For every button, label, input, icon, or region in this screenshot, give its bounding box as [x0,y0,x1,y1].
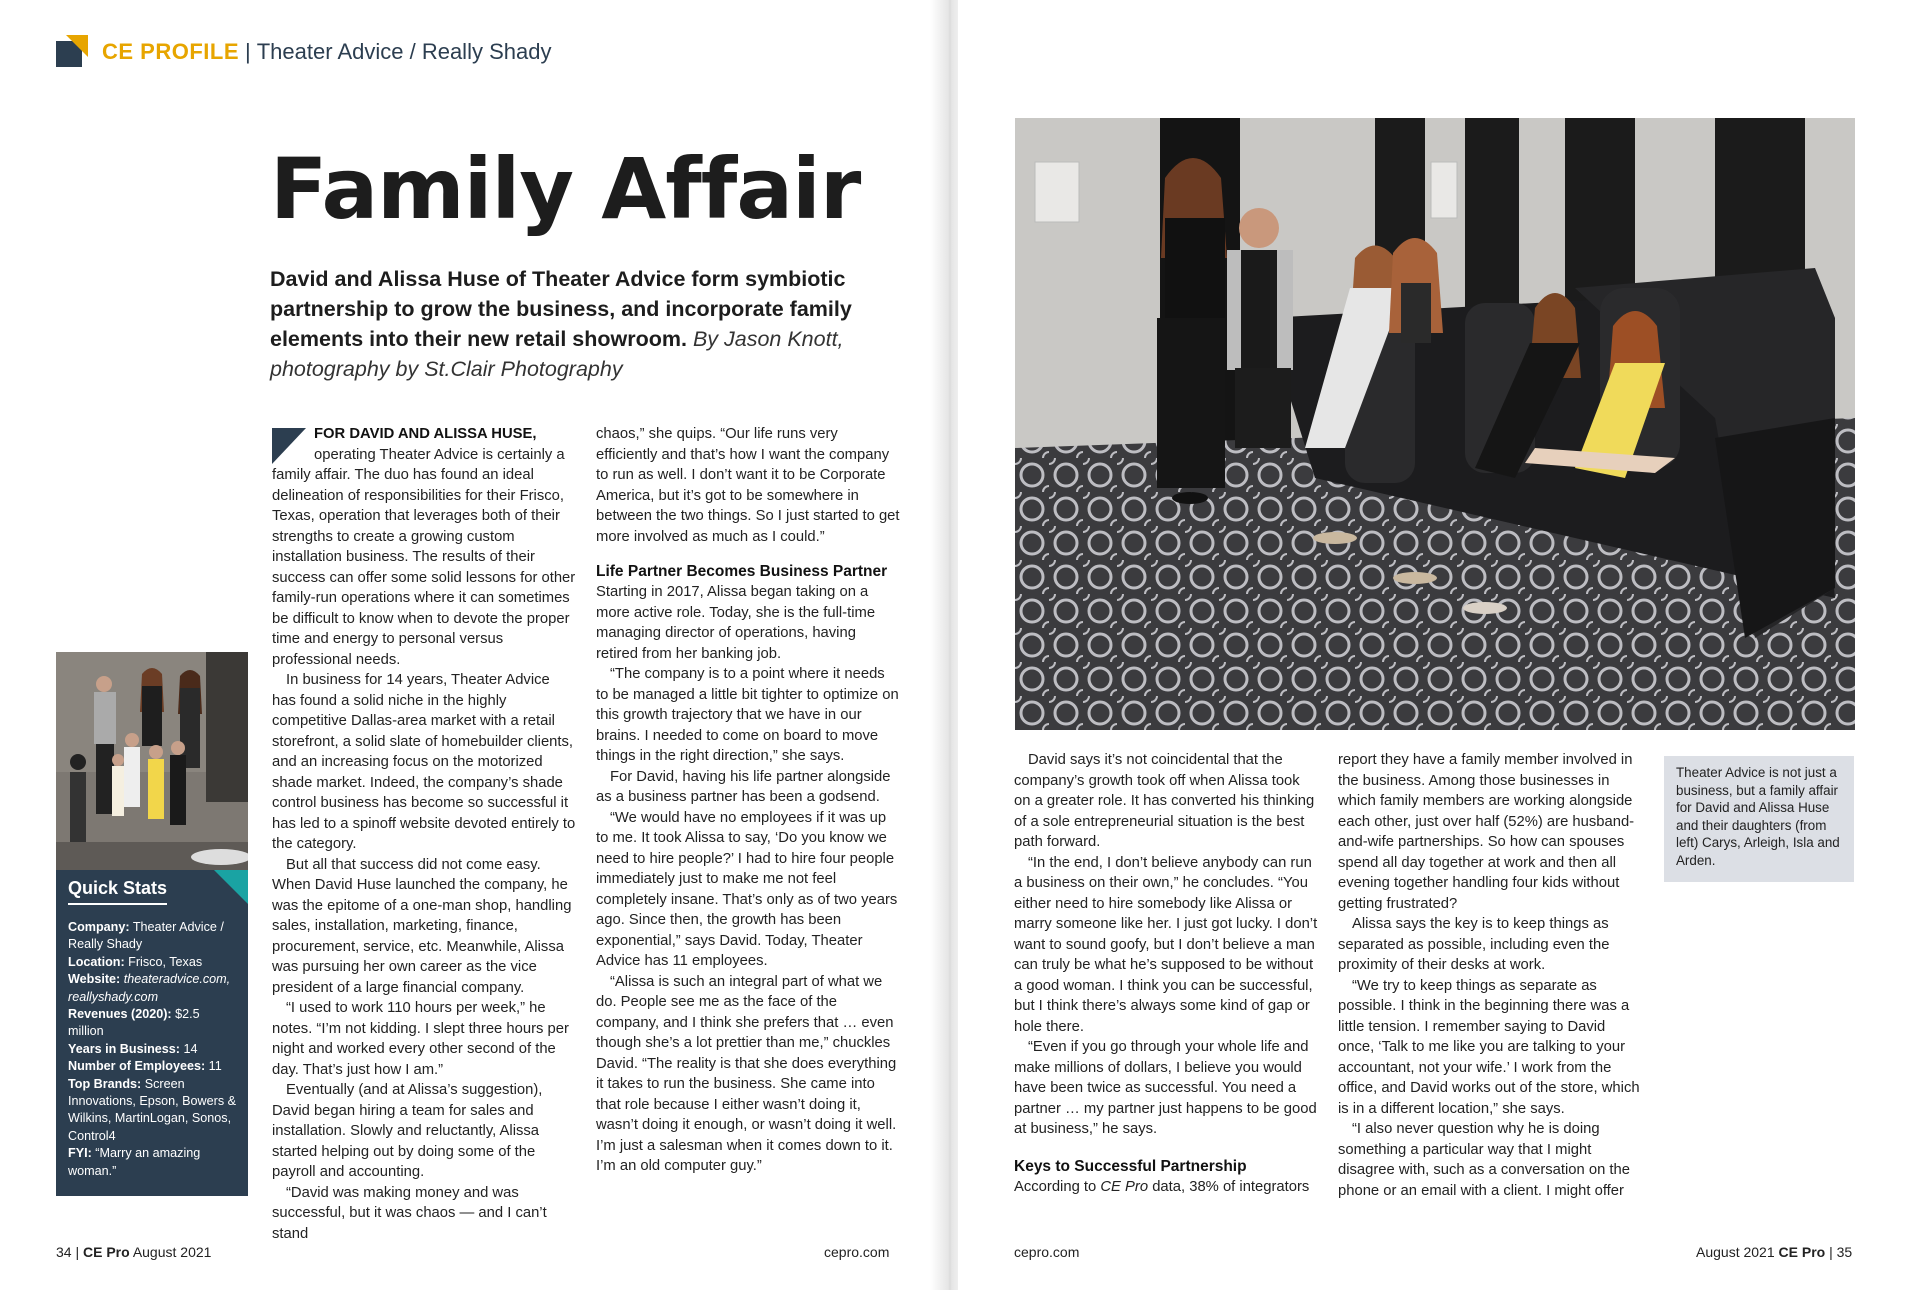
paragraph: “In the end, I don’t believe anybody can run a business on their own,” he concludes. “You either need to hire somebody like Alissa or marry someone like her. I just got lucky. I don’t want to sound goofy, but I don’t believe a man can truly be what he’s supposed to be without a good woman. I think you can be successful, but I think there’s always some kind of gap or hole there. [1014,854,1318,1035]
article-column-1 [272,424,576,1244]
paragraph: For David, having his life partner alongside as a business partner has been a godsend. [596,768,891,805]
dropcap-triangle-icon [272,428,306,464]
page-number: 35 [1836,1244,1853,1260]
paragraph: “I also never question why he is doing something a particular way that I might disagree with, such as a conversation on the phone or an email with a client. I might offer [1338,1121,1631,1199]
magazine-name: CE Pro [1778,1244,1826,1260]
deck [270,264,910,384]
paragraph: Eventually (and at Alissa’s suggestion), David began hiring a team for sales and installation. Slowly and reluctantly, Alissa started helping out by doing some of the payroll and accounting. [272,1082,543,1180]
paragraph: But all that success did not come easy. When David Huse launched the company, he was the epitome of a one-man shop, handling sales, installation, marketing, finance, procurement, service, etc. Meanwhile, Alissa was pursuing her own career as the vice president of a large financial company. [272,856,572,996]
lead-in: FOR DAVID AND ALISSA HUSE, [314,426,537,442]
photo-caption: Theater Advice is not just a business, but a family affair for David and Alissa Huse and their daughters (from left) Carys, Arleigh, Isla and Arden. [1664,756,1854,882]
section-label: CE PROFILE [102,39,240,64]
article-column-3 [1014,750,1318,1197]
magazine-name: CE Pro [83,1244,130,1260]
issue-date: August 2021 [1696,1244,1775,1260]
byline: By Jason Knott, photography by St.Clair Photography [270,327,844,381]
paragraph: In business for 14 years, Theater Advice has found a solid niche in the highly competitive Dallas-area market with a retail storefront, a solid slate of homebuilder clients, and an increasing focus on the motorized shade market. Indeed, the company’s shade control business has become so successful it has led to a spinoff website devoted entirely to the category. [272,672,576,852]
headline: Family Affair [270,140,861,238]
left-url: cepro.com [824,1244,890,1260]
section-header [56,34,551,70]
paragraph: “We try to keep things as separate as possible. I think in the beginning there was a little tension. I remember saying to David once, ‘Talk to me like you are talking to your accountant, not your wife.’ I work from the office, and David works out of the store, which is in a different location,” she says. [1338,977,1640,1117]
stat-website: Website: theateradvice.com, reallyshady.com [68,972,231,1004]
stat-fyi: FYI: “Marry an amazing woman.” [68,1146,201,1178]
ce-pro-logo-icon [56,35,90,69]
subhead: Keys to Successful Partnership [1014,1157,1247,1175]
corner-accent-icon [214,870,248,904]
right-folio: August 2021 CE Pro | 35 [1696,1244,1853,1260]
paragraph: Starting in 2017, Alissa began taking on a more active role. Today, she is the full-time managing director of operations, having retired from her banking job. [596,584,876,662]
stat-location: Location: Frisco, Texas [68,954,203,969]
stat-revenues: Revenues (2020): $2.5 million [68,1007,200,1039]
family-portrait-photo [56,652,248,870]
article-column-4 [1338,750,1642,1201]
issue-date: August 2021 [132,1244,212,1260]
left-page [0,0,950,1290]
paragraph: “Alissa is such an integral part of what we do. People see me as the face of the company, and I think she prefers that … even though she’s a lot prettier than me,” chuckles David. “The reality is that she does everything it takes to run the business. She came into that role because I either wasn’t doing it, wasn’t doing it enough, or wasn’t doing it well. I’m just a salesman when it comes down to it. I’m an old computer guy.” [596,973,897,1174]
stat-years: Years in Business: 14 [68,1041,198,1056]
paragraph: Alissa says the key is to keep things as separated as possible, including even the proximity of their desks at work. [1338,916,1610,973]
article-column-2 [596,424,900,1177]
stat-employees: Number of Employees: 11 [68,1059,222,1074]
section-title: Theater Advice / Really Shady [256,39,552,64]
paragraph: “David was making money and was successful, but it was chaos — and I can’t stand [272,1184,547,1242]
stat-brands: Top Brands: Screen Innovations, Epson, Bowers & Wilkins, MartinLogan, Sonos, Control4 [68,1076,237,1143]
paragraph: “We would have no employees if it was up to me. It took Alissa to say, ‘Do you know we need to hire people?’ I had to hire four people immediately just to make me not feel completely insane. That’s only as of two years ago. Since then, the growth has been exponential,” says David. Today, Theater Advice has 11 employees. [596,809,898,969]
left-folio: 34 | CE Pro August 2021 [56,1244,212,1260]
paragraph: David says it’s not coincidental that the company’s growth took off when Alissa took on a greater role. It has converted his thinking of a sole entrepreneurial situation is the best path forward. [1014,752,1315,850]
deck-text: David and Alissa Huse of Theater Advice form symbiotic partnership to grow the business, and incorporate family elements into their new retail showroom. [270,267,852,351]
paragraph: report they have a family member involved in the business. Among those businesses in which family members are working alongside each other, just over half (52%) are husband-and-wife partnerships. So how can spouses spend all day together at work and then all evening together handling four kids without getting frustrated? [1338,752,1635,912]
paragraph: According to CE Pro data, 38% of integrators [1014,1178,1310,1195]
quick-stats-heading: Quick Stats [68,878,167,905]
stat-company: Company: Theater Advice / Really Shady [68,920,224,952]
paragraph: “Even if you go through your whole life and make millions of dollars, I believe you would have been twice as successful. You need a partner … my partner just happens to be good at business,” he says. [1014,1039,1317,1137]
quick-stats-body [68,919,236,1180]
paragraph: “The company is to a point where it needs to be managed a little bit tighter to optimize on this growth trajectory that we have in our brains. I needed to come on board to move things in the right direction,” she says. [596,666,899,764]
quick-stats-box [56,870,248,1196]
paragraph: FOR DAVID AND ALISSA HUSE, operating Theater Advice is certainly a family affair. The duo has found an ideal delineation of responsibilities for their Frisco, Texas, operation that leverages both of their strengths to create a growing custom installation business. The results of their success can offer some solid lessons for other family-run operations where it can sometimes be difficult to know when to devote the proper time and energy to personal versus professional needs. [272,426,576,668]
paragraph: “I used to work 110 hours per week,” he notes. “I’m not kidding. I slept three hours per night and worked every other second of the day. That’s just how I am.” [272,1000,569,1078]
subhead: Life Partner Becomes Business Partner [596,563,888,580]
section-separator: | [245,39,251,64]
right-url: cepro.com [1014,1244,1080,1260]
page-number: 34 [56,1244,72,1260]
paragraph: chaos,” she quips. “Our life runs very efficiently and that’s how I want the company to run as well. I don’t want it to be Corporate America, but it’s got to be somewhere in between the two things. So I just started to get more involved as much as I could.” [596,426,900,545]
hero-family-photo [1015,118,1855,730]
